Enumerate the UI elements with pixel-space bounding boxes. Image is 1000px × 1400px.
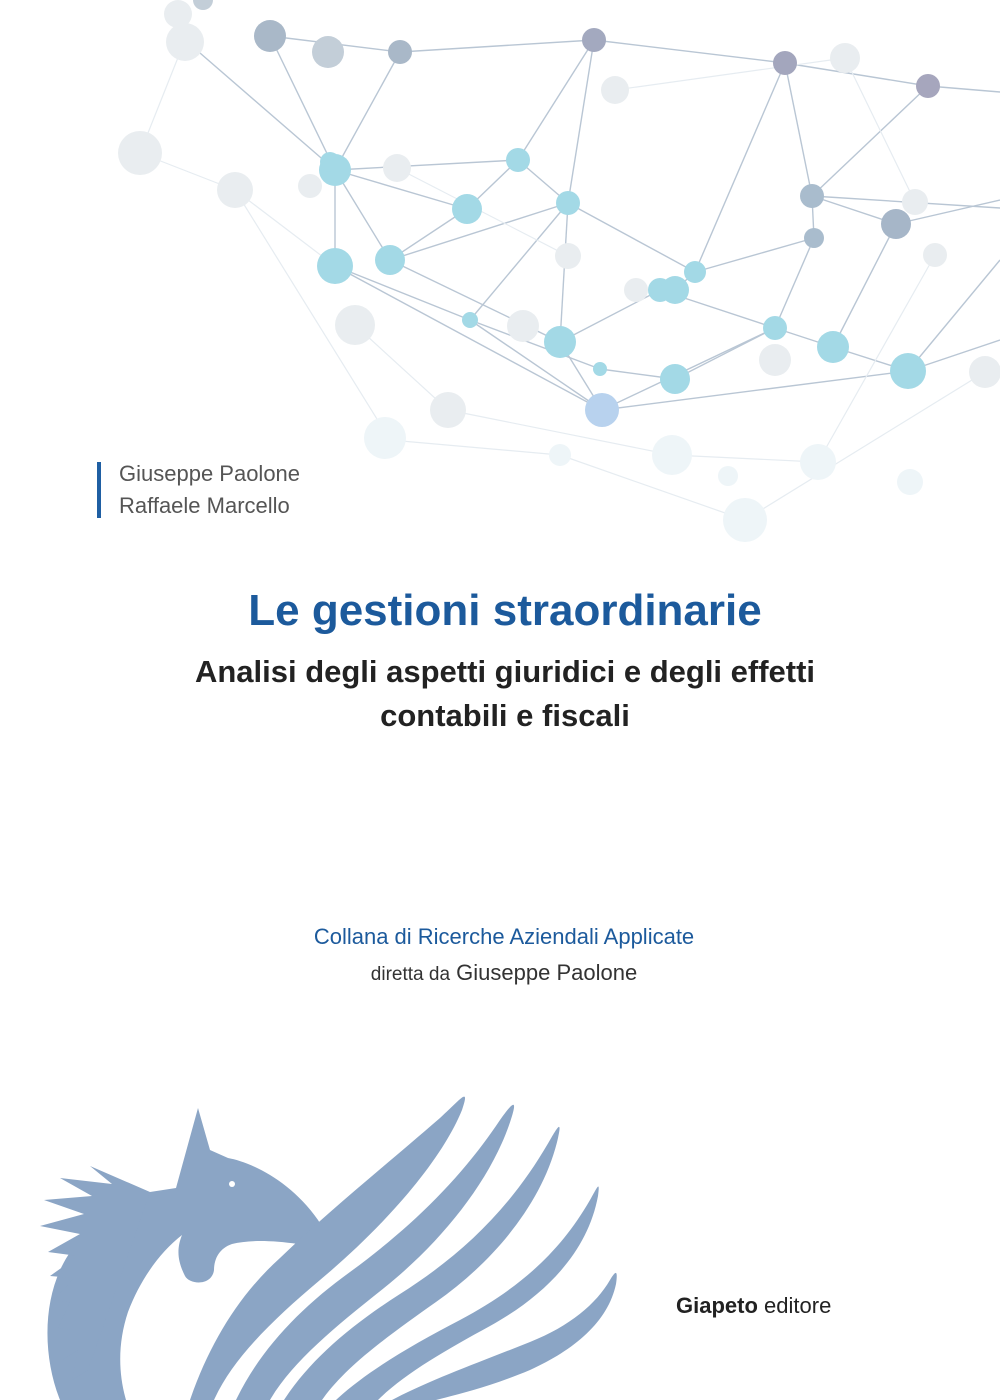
publisher-suffix: editore (764, 1293, 832, 1318)
pegasus-logo (0, 1080, 620, 1400)
publisher-name: Giapeto (676, 1293, 758, 1318)
subtitle-line: contabili e fiscali (380, 698, 630, 733)
series-director (0, 960, 1000, 986)
subtitle-line: Analisi degli aspetti giuridici e degli effetti (194, 654, 816, 689)
author-name: Raffaele Marcello (119, 493, 290, 518)
book-title: Le gestioni straordinarie (248, 586, 762, 635)
publisher-label (676, 1293, 831, 1319)
series-director-prefix: diretta da (370, 964, 451, 985)
author-list (97, 462, 300, 518)
author-name: Giuseppe Paolone (119, 461, 301, 486)
series-name: Collana di Ricerche Aziendali Applicate (313, 924, 695, 949)
book-subtitle (100, 650, 910, 738)
series-director-name: Giuseppe Paolone (456, 960, 638, 985)
